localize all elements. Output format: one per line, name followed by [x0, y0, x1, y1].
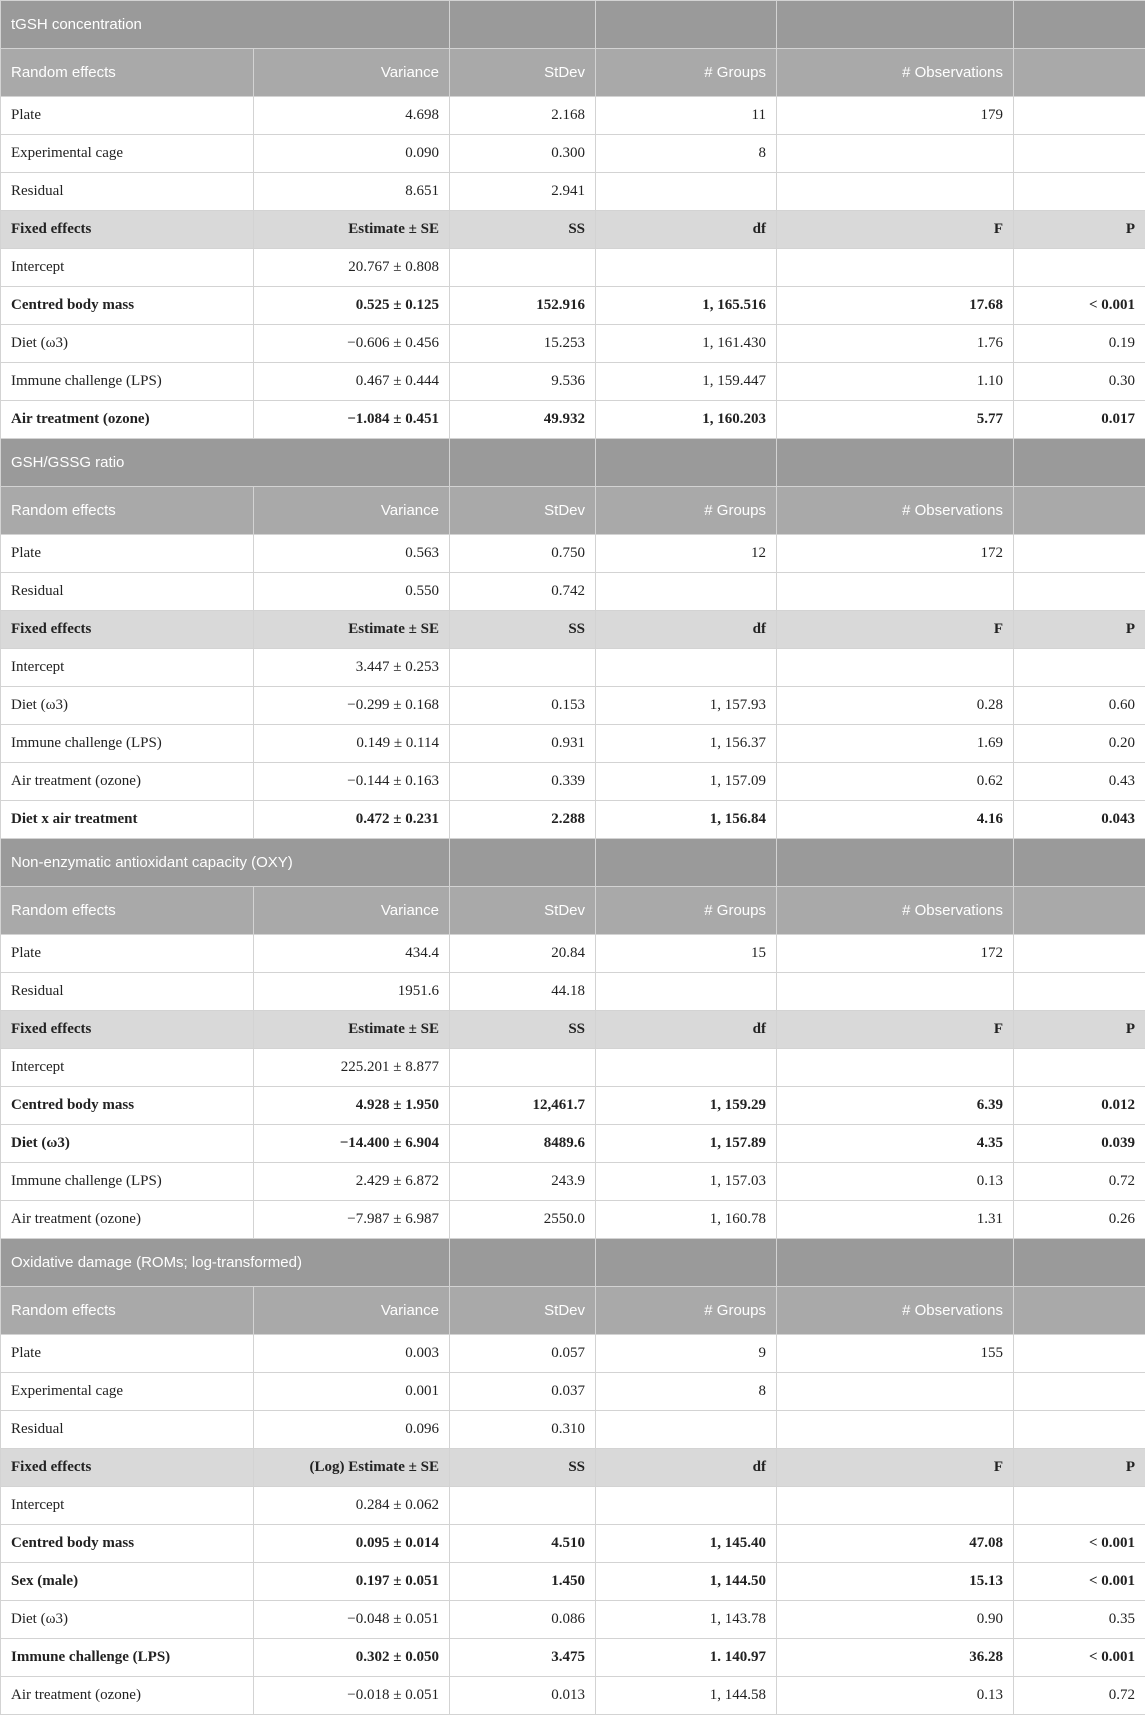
fixed-cell-value-5: [1014, 249, 1145, 287]
fixed-cell-effect: Air treatment (ozone): [1, 1201, 254, 1239]
fixed-cell-value-3: 1, 157.03: [596, 1163, 777, 1201]
fixed-cell-value-5: 0.26: [1014, 1201, 1145, 1239]
fixed-cell-value-5: 0.60: [1014, 687, 1145, 725]
fixed-effect-row: [1, 1125, 1145, 1163]
random-effect-row: [1, 935, 1145, 973]
random-effects-header-row: [1, 487, 1145, 535]
fixed-cell-value-1: −0.018 ± 0.051: [254, 1677, 450, 1715]
fixed-header-value-4: F: [777, 1011, 1014, 1049]
fixed-effect-row: [1, 1677, 1145, 1715]
fixed-effect-row: [1, 1049, 1145, 1087]
fixed-cell-value-3: 1, 165.516: [596, 287, 777, 325]
fixed-cell-value-4: 0.90: [777, 1601, 1014, 1639]
fixed-cell-value-4: 5.77: [777, 401, 1014, 439]
random-cell-value-4: [777, 135, 1014, 173]
random-effect-row: [1, 1373, 1145, 1411]
random-cell-value-1: 0.550: [254, 573, 450, 611]
title-row-empty-cell: [777, 1, 1014, 49]
title-row-empty-cell: [450, 1, 596, 49]
fixed-cell-effect: Diet x air treatment: [1, 801, 254, 839]
fixed-header-value-3: df: [596, 611, 777, 649]
random-cell-effect: Residual: [1, 573, 254, 611]
fixed-header-value-1: Estimate ± SE: [254, 211, 450, 249]
random-header-value-1: Variance: [254, 49, 450, 97]
random-cell-effect: Residual: [1, 1411, 254, 1449]
fixed-cell-value-1: −7.987 ± 6.987: [254, 1201, 450, 1239]
fixed-cell-value-1: 0.472 ± 0.231: [254, 801, 450, 839]
fixed-cell-value-1: −1.084 ± 0.451: [254, 401, 450, 439]
fixed-cell-value-1: −14.400 ± 6.904: [254, 1125, 450, 1163]
fixed-cell-value-5: < 0.001: [1014, 287, 1145, 325]
random-cell-effect: Plate: [1, 535, 254, 573]
fixed-header-value-4: F: [777, 211, 1014, 249]
random-header-effect: Random effects: [1, 49, 254, 97]
fixed-header-effect: Fixed effects: [1, 611, 254, 649]
fixed-effect-row: [1, 1563, 1145, 1601]
random-header-value-2: StDev: [450, 887, 596, 935]
fixed-effect-row: [1, 1525, 1145, 1563]
fixed-effect-row: [1, 687, 1145, 725]
random-cell-value-1: 0.003: [254, 1335, 450, 1373]
random-cell-value-4: 179: [777, 97, 1014, 135]
fixed-cell-value-1: 0.149 ± 0.114: [254, 725, 450, 763]
title-row-empty-cell: [596, 839, 777, 887]
fixed-cell-value-5: 0.039: [1014, 1125, 1145, 1163]
section-title: GSH/GSSG ratio: [1, 439, 450, 487]
random-header-value-4: # Observations: [777, 49, 1014, 97]
random-header-value-3: # Groups: [596, 49, 777, 97]
fixed-effect-row: [1, 725, 1145, 763]
random-effect-row: [1, 535, 1145, 573]
fixed-cell-value-2: 0.153: [450, 687, 596, 725]
fixed-cell-value-1: 0.302 ± 0.050: [254, 1639, 450, 1677]
fixed-cell-effect: Centred body mass: [1, 1087, 254, 1125]
fixed-cell-effect: Air treatment (ozone): [1, 401, 254, 439]
title-row-empty-cell: [1014, 439, 1145, 487]
fixed-cell-value-4: [777, 1049, 1014, 1087]
fixed-cell-value-5: 0.72: [1014, 1677, 1145, 1715]
random-effects-header-row: [1, 49, 1145, 97]
random-cell-effect: Experimental cage: [1, 1373, 254, 1411]
random-cell-value-1: 1951.6: [254, 973, 450, 1011]
random-effect-row: [1, 973, 1145, 1011]
fixed-cell-effect: Intercept: [1, 249, 254, 287]
random-header-value-3: # Groups: [596, 887, 777, 935]
fixed-cell-value-3: 1, 157.93: [596, 687, 777, 725]
title-row-empty-cell: [777, 839, 1014, 887]
random-header-value-2: StDev: [450, 487, 596, 535]
fixed-cell-value-2: 2.288: [450, 801, 596, 839]
fixed-cell-value-5: 0.012: [1014, 1087, 1145, 1125]
fixed-cell-value-5: 0.43: [1014, 763, 1145, 801]
fixed-cell-effect: Air treatment (ozone): [1, 763, 254, 801]
title-row-empty-cell: [1014, 1, 1145, 49]
random-cell-value-3: 15: [596, 935, 777, 973]
random-effects-header-row: [1, 1287, 1145, 1335]
fixed-header-effect: Fixed effects: [1, 1011, 254, 1049]
random-cell-effect: Residual: [1, 973, 254, 1011]
random-effect-row: [1, 573, 1145, 611]
random-header-value-4: # Observations: [777, 1287, 1014, 1335]
fixed-effects-header-row: [1, 1011, 1145, 1049]
random-cell-value-2: 0.750: [450, 535, 596, 573]
fixed-cell-value-2: 3.475: [450, 1639, 596, 1677]
fixed-cell-value-3: 1, 159.29: [596, 1087, 777, 1125]
fixed-effect-row: [1, 287, 1145, 325]
fixed-cell-value-2: 4.510: [450, 1525, 596, 1563]
fixed-cell-effect: Intercept: [1, 1487, 254, 1525]
fixed-cell-effect: Centred body mass: [1, 287, 254, 325]
random-cell-value-4: [777, 973, 1014, 1011]
fixed-cell-value-2: 12,461.7: [450, 1087, 596, 1125]
fixed-header-value-1: Estimate ± SE: [254, 611, 450, 649]
random-cell-effect: Experimental cage: [1, 135, 254, 173]
fixed-cell-effect: Air treatment (ozone): [1, 1677, 254, 1715]
fixed-cell-value-5: [1014, 1049, 1145, 1087]
fixed-cell-value-1: 0.095 ± 0.014: [254, 1525, 450, 1563]
fixed-cell-value-1: 0.197 ± 0.051: [254, 1563, 450, 1601]
fixed-cell-value-4: 1.31: [777, 1201, 1014, 1239]
random-cell-value-3: 8: [596, 1373, 777, 1411]
random-header-value-5: [1014, 49, 1145, 97]
fixed-cell-value-5: 0.017: [1014, 401, 1145, 439]
random-header-value-1: Variance: [254, 887, 450, 935]
fixed-header-value-5: P: [1014, 1449, 1145, 1487]
fixed-cell-value-5: 0.30: [1014, 363, 1145, 401]
fixed-effect-row: [1, 649, 1145, 687]
random-cell-value-3: [596, 573, 777, 611]
fixed-effect-row: [1, 763, 1145, 801]
fixed-effect-row: [1, 325, 1145, 363]
fixed-cell-value-5: 0.19: [1014, 325, 1145, 363]
fixed-header-value-1: (Log) Estimate ± SE: [254, 1449, 450, 1487]
fixed-header-effect: Fixed effects: [1, 1449, 254, 1487]
random-effect-row: [1, 173, 1145, 211]
fixed-cell-value-2: [450, 649, 596, 687]
fixed-effects-header-row: [1, 211, 1145, 249]
fixed-cell-value-4: 36.28: [777, 1639, 1014, 1677]
random-cell-value-3: [596, 973, 777, 1011]
fixed-cell-value-5: 0.35: [1014, 1601, 1145, 1639]
title-row-empty-cell: [450, 839, 596, 887]
fixed-cell-value-3: 1, 160.78: [596, 1201, 777, 1239]
random-effect-row: [1, 1411, 1145, 1449]
fixed-cell-value-1: −0.606 ± 0.456: [254, 325, 450, 363]
fixed-cell-value-4: 1.10: [777, 363, 1014, 401]
fixed-cell-effect: Diet (ω3): [1, 1125, 254, 1163]
random-cell-value-3: [596, 173, 777, 211]
fixed-header-value-2: SS: [450, 1449, 596, 1487]
fixed-cell-value-4: 47.08: [777, 1525, 1014, 1563]
title-row-empty-cell: [777, 1239, 1014, 1287]
fixed-cell-value-3: [596, 249, 777, 287]
random-header-value-5: [1014, 1287, 1145, 1335]
fixed-header-value-3: df: [596, 1449, 777, 1487]
fixed-cell-value-4: [777, 249, 1014, 287]
title-row-empty-cell: [1014, 1239, 1145, 1287]
fixed-cell-value-3: 1, 144.58: [596, 1677, 777, 1715]
fixed-cell-value-3: 1, 156.84: [596, 801, 777, 839]
fixed-cell-value-2: 15.253: [450, 325, 596, 363]
fixed-effect-row: [1, 801, 1145, 839]
fixed-cell-value-4: 15.13: [777, 1563, 1014, 1601]
fixed-cell-value-3: 1, 157.09: [596, 763, 777, 801]
fixed-cell-effect: Diet (ω3): [1, 687, 254, 725]
random-header-value-4: # Observations: [777, 487, 1014, 535]
section-title: Oxidative damage (ROMs; log-transformed): [1, 1239, 450, 1287]
random-cell-value-5: [1014, 573, 1145, 611]
random-cell-value-2: 0.037: [450, 1373, 596, 1411]
fixed-cell-value-3: 1, 145.40: [596, 1525, 777, 1563]
random-cell-value-2: 2.168: [450, 97, 596, 135]
fixed-cell-value-5: 0.20: [1014, 725, 1145, 763]
fixed-cell-value-2: 49.932: [450, 401, 596, 439]
random-header-value-4: # Observations: [777, 887, 1014, 935]
random-header-value-2: StDev: [450, 1287, 596, 1335]
fixed-cell-value-3: 1, 161.430: [596, 325, 777, 363]
random-cell-effect: Residual: [1, 173, 254, 211]
fixed-header-effect: Fixed effects: [1, 211, 254, 249]
random-cell-value-4: [777, 173, 1014, 211]
section-title-row: [1, 839, 1145, 887]
title-row-empty-cell: [450, 1239, 596, 1287]
fixed-header-value-5: P: [1014, 211, 1145, 249]
fixed-header-value-1: Estimate ± SE: [254, 1011, 450, 1049]
fixed-cell-value-2: [450, 1487, 596, 1525]
random-cell-value-5: [1014, 935, 1145, 973]
random-cell-value-3: 12: [596, 535, 777, 573]
fixed-cell-value-1: 2.429 ± 6.872: [254, 1163, 450, 1201]
fixed-cell-value-4: [777, 1487, 1014, 1525]
random-cell-value-2: 0.300: [450, 135, 596, 173]
fixed-header-value-2: SS: [450, 211, 596, 249]
fixed-effect-row: [1, 1639, 1145, 1677]
random-effect-row: [1, 1335, 1145, 1373]
section-title: tGSH concentration: [1, 1, 450, 49]
random-cell-value-3: 11: [596, 97, 777, 135]
fixed-cell-value-4: 0.13: [777, 1677, 1014, 1715]
fixed-cell-value-3: 1, 156.37: [596, 725, 777, 763]
random-cell-value-1: 434.4: [254, 935, 450, 973]
random-cell-effect: Plate: [1, 1335, 254, 1373]
random-cell-value-4: [777, 573, 1014, 611]
random-cell-value-2: 20.84: [450, 935, 596, 973]
random-cell-effect: Plate: [1, 97, 254, 135]
fixed-cell-value-3: 1, 144.50: [596, 1563, 777, 1601]
fixed-effects-header-row: [1, 611, 1145, 649]
fixed-cell-value-2: 2550.0: [450, 1201, 596, 1239]
fixed-cell-value-5: [1014, 649, 1145, 687]
title-row-empty-cell: [596, 1, 777, 49]
random-cell-value-4: 155: [777, 1335, 1014, 1373]
fixed-cell-value-5: 0.72: [1014, 1163, 1145, 1201]
fixed-cell-value-1: 225.201 ± 8.877: [254, 1049, 450, 1087]
fixed-cell-value-1: 0.525 ± 0.125: [254, 287, 450, 325]
fixed-cell-value-2: 0.013: [450, 1677, 596, 1715]
section-title-row: [1, 1239, 1145, 1287]
random-cell-value-1: 0.096: [254, 1411, 450, 1449]
random-cell-value-5: [1014, 135, 1145, 173]
random-cell-value-2: 0.310: [450, 1411, 596, 1449]
fixed-cell-value-2: 243.9: [450, 1163, 596, 1201]
fixed-cell-value-2: [450, 249, 596, 287]
fixed-effect-row: [1, 1163, 1145, 1201]
fixed-cell-effect: Intercept: [1, 649, 254, 687]
random-cell-value-5: [1014, 535, 1145, 573]
title-row-empty-cell: [777, 439, 1014, 487]
random-header-value-2: StDev: [450, 49, 596, 97]
fixed-cell-effect: Immune challenge (LPS): [1, 363, 254, 401]
fixed-cell-value-3: 1, 157.89: [596, 1125, 777, 1163]
random-cell-value-2: 0.057: [450, 1335, 596, 1373]
fixed-cell-value-4: 0.28: [777, 687, 1014, 725]
title-row-empty-cell: [596, 439, 777, 487]
fixed-cell-value-5: [1014, 1487, 1145, 1525]
fixed-cell-effect: Immune challenge (LPS): [1, 725, 254, 763]
random-cell-value-1: 8.651: [254, 173, 450, 211]
fixed-effect-row: [1, 401, 1145, 439]
fixed-cell-value-4: 0.62: [777, 763, 1014, 801]
fixed-cell-value-4: [777, 649, 1014, 687]
fixed-cell-value-1: 20.767 ± 0.808: [254, 249, 450, 287]
random-cell-value-2: 44.18: [450, 973, 596, 1011]
fixed-cell-effect: Intercept: [1, 1049, 254, 1087]
random-cell-value-4: 172: [777, 535, 1014, 573]
fixed-cell-value-4: 1.69: [777, 725, 1014, 763]
random-cell-value-5: [1014, 973, 1145, 1011]
fixed-cell-value-1: −0.144 ± 0.163: [254, 763, 450, 801]
random-header-value-1: Variance: [254, 487, 450, 535]
section-title-row: [1, 439, 1145, 487]
fixed-cell-value-4: 6.39: [777, 1087, 1014, 1125]
fixed-effect-row: [1, 249, 1145, 287]
fixed-cell-value-4: 4.16: [777, 801, 1014, 839]
fixed-header-value-4: F: [777, 611, 1014, 649]
fixed-cell-value-1: −0.299 ± 0.168: [254, 687, 450, 725]
random-cell-value-5: [1014, 1411, 1145, 1449]
fixed-cell-value-1: 0.467 ± 0.444: [254, 363, 450, 401]
random-cell-value-5: [1014, 1335, 1145, 1373]
fixed-cell-value-3: 1, 143.78: [596, 1601, 777, 1639]
random-cell-value-5: [1014, 1373, 1145, 1411]
fixed-cell-effect: Immune challenge (LPS): [1, 1163, 254, 1201]
random-cell-value-5: [1014, 97, 1145, 135]
fixed-cell-value-5: < 0.001: [1014, 1525, 1145, 1563]
random-header-value-1: Variance: [254, 1287, 450, 1335]
fixed-cell-value-2: 152.916: [450, 287, 596, 325]
random-cell-value-1: 0.001: [254, 1373, 450, 1411]
fixed-cell-effect: Sex (male): [1, 1563, 254, 1601]
fixed-cell-value-5: < 0.001: [1014, 1563, 1145, 1601]
random-cell-value-1: 4.698: [254, 97, 450, 135]
title-row-empty-cell: [1014, 839, 1145, 887]
title-row-empty-cell: [450, 439, 596, 487]
fixed-header-value-3: df: [596, 211, 777, 249]
fixed-cell-value-2: 9.536: [450, 363, 596, 401]
fixed-cell-value-4: 17.68: [777, 287, 1014, 325]
fixed-cell-effect: Diet (ω3): [1, 1601, 254, 1639]
fixed-cell-value-1: −0.048 ± 0.051: [254, 1601, 450, 1639]
random-header-effect: Random effects: [1, 887, 254, 935]
title-row-empty-cell: [596, 1239, 777, 1287]
random-effect-row: [1, 97, 1145, 135]
fixed-cell-value-5: 0.043: [1014, 801, 1145, 839]
fixed-cell-value-1: 0.284 ± 0.062: [254, 1487, 450, 1525]
fixed-effect-row: [1, 363, 1145, 401]
fixed-effect-row: [1, 1201, 1145, 1239]
fixed-cell-value-3: [596, 1487, 777, 1525]
random-cell-value-3: [596, 1411, 777, 1449]
random-cell-value-4: [777, 1373, 1014, 1411]
fixed-cell-value-1: 4.928 ± 1.950: [254, 1087, 450, 1125]
fixed-effect-row: [1, 1487, 1145, 1525]
fixed-cell-value-2: 1.450: [450, 1563, 596, 1601]
fixed-cell-value-2: 0.931: [450, 725, 596, 763]
section-title-row: [1, 1, 1145, 49]
random-effects-header-row: [1, 887, 1145, 935]
random-cell-value-3: 9: [596, 1335, 777, 1373]
fixed-cell-value-4: 4.35: [777, 1125, 1014, 1163]
fixed-header-value-2: SS: [450, 1011, 596, 1049]
fixed-cell-value-2: 8489.6: [450, 1125, 596, 1163]
random-header-value-3: # Groups: [596, 487, 777, 535]
fixed-cell-value-5: < 0.001: [1014, 1639, 1145, 1677]
fixed-cell-value-4: 0.13: [777, 1163, 1014, 1201]
fixed-effect-row: [1, 1087, 1145, 1125]
fixed-cell-value-2: [450, 1049, 596, 1087]
fixed-cell-value-1: 3.447 ± 0.253: [254, 649, 450, 687]
fixed-cell-effect: Centred body mass: [1, 1525, 254, 1563]
random-cell-value-1: 0.090: [254, 135, 450, 173]
random-header-value-3: # Groups: [596, 1287, 777, 1335]
random-header-value-5: [1014, 487, 1145, 535]
fixed-header-value-5: P: [1014, 1011, 1145, 1049]
fixed-cell-value-2: 0.339: [450, 763, 596, 801]
random-header-value-5: [1014, 887, 1145, 935]
fixed-effect-row: [1, 1601, 1145, 1639]
random-header-effect: Random effects: [1, 1287, 254, 1335]
random-cell-value-1: 0.563: [254, 535, 450, 573]
random-cell-value-5: [1014, 173, 1145, 211]
fixed-cell-value-3: 1. 140.97: [596, 1639, 777, 1677]
fixed-cell-effect: Immune challenge (LPS): [1, 1639, 254, 1677]
random-cell-value-2: 2.941: [450, 173, 596, 211]
fixed-header-value-5: P: [1014, 611, 1145, 649]
fixed-header-value-4: F: [777, 1449, 1014, 1487]
fixed-header-value-3: df: [596, 1011, 777, 1049]
random-cell-value-2: 0.742: [450, 573, 596, 611]
table-body: [1, 1, 1145, 1715]
random-header-effect: Random effects: [1, 487, 254, 535]
random-cell-value-3: 8: [596, 135, 777, 173]
fixed-cell-value-2: 0.086: [450, 1601, 596, 1639]
fixed-effects-header-row: [1, 1449, 1145, 1487]
fixed-cell-effect: Diet (ω3): [1, 325, 254, 363]
section-title: Non-enzymatic antioxidant capacity (OXY): [1, 839, 450, 887]
fixed-header-value-2: SS: [450, 611, 596, 649]
fixed-cell-value-3: 1, 159.447: [596, 363, 777, 401]
fixed-cell-value-4: 1.76: [777, 325, 1014, 363]
random-cell-effect: Plate: [1, 935, 254, 973]
random-cell-value-4: 172: [777, 935, 1014, 973]
fixed-cell-value-3: 1, 160.203: [596, 401, 777, 439]
fixed-cell-value-3: [596, 649, 777, 687]
random-cell-value-4: [777, 1411, 1014, 1449]
random-effect-row: [1, 135, 1145, 173]
fixed-cell-value-3: [596, 1049, 777, 1087]
